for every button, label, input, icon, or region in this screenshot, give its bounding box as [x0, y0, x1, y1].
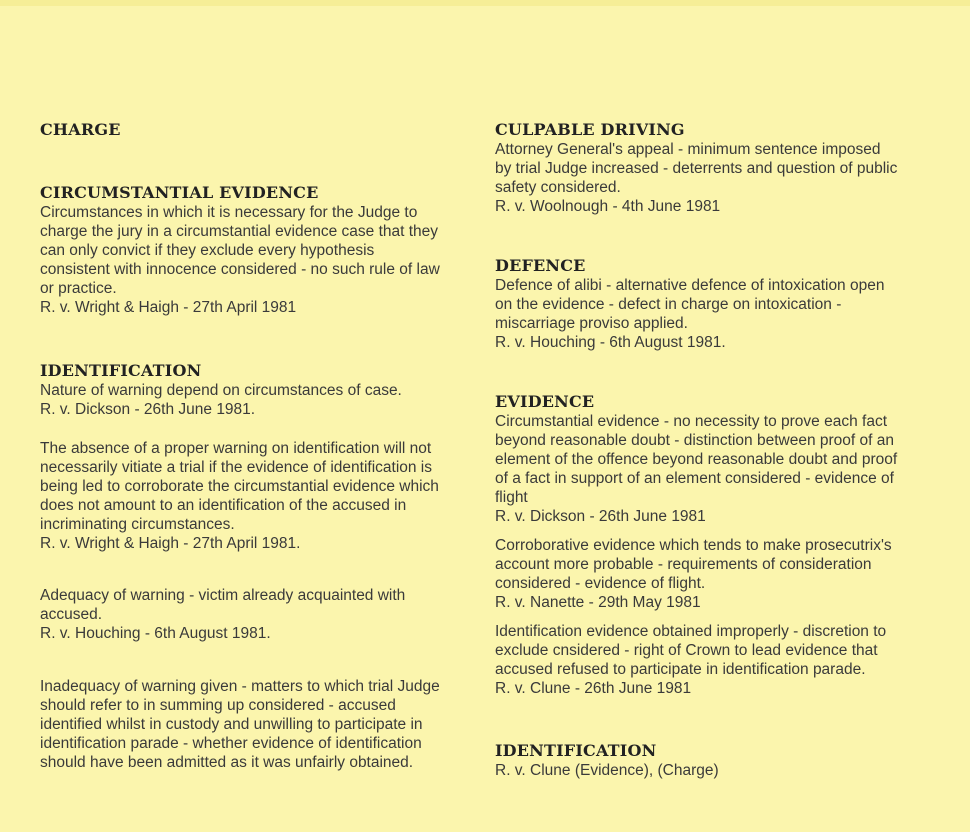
entry [40, 439, 448, 553]
section-defence [495, 256, 900, 352]
entry [40, 381, 448, 419]
section-heading: CIRCUMSTANTIAL EVIDENCE [40, 183, 319, 202]
entry [40, 586, 448, 643]
entry [40, 677, 448, 772]
entry [495, 622, 900, 698]
section-heading: CHARGE [40, 120, 121, 139]
entry-text: Nature of warning depend on circumstances of case. [40, 382, 402, 399]
entry-citation: R. v. Dickson - 26th June 1981. [40, 401, 256, 418]
entry-citation: R. v. Clune - 26th June 1981 [495, 680, 692, 697]
section-heading: IDENTIFICATION [40, 361, 202, 380]
section-culpable-driving [495, 120, 900, 216]
section-heading: IDENTIFICATION [495, 741, 657, 760]
entry-text: Defence of alibi - alternative defence of intoxication open on the evidence - defect in charge on intoxication - miscarriage proviso applied. [495, 277, 885, 332]
entry [495, 536, 900, 612]
section-identification-xref [495, 741, 900, 780]
entry-text: R. v. Clune (Evidence), (Charge) [495, 762, 719, 779]
section-circumstantial-evidence [40, 183, 448, 317]
entry-text: Identification evidence obtained improperly - discretion to exclude cnsidered - right of Crown to lead evidence that accused refused to participate in identification parade. [495, 623, 887, 678]
left-column [40, 120, 448, 772]
right-column [495, 120, 900, 780]
entry-text: Circumstantial evidence - no necessity to prove each fact beyond reasonable doubt - distinction between proof of an element of the offence beyond reasonable doubt and proof of a fact in support of an element considered - evidence of flight [495, 413, 898, 506]
entry-citation: R. v. Nanette - 29th May 1981 [495, 594, 701, 611]
entry-citation: R. v. Wright & Haigh - 27th April 1981 [40, 299, 297, 316]
section-heading: DEFENCE [495, 256, 586, 275]
section-evidence [495, 392, 900, 698]
page-top-band [0, 0, 970, 6]
entry-citation: R. v. Wright & Haigh - 27th April 1981. [40, 535, 301, 552]
entry-text: Circumstances in which it is necessary for the Judge to charge the jury in a circumstantial evidence case that they can only convict if they exclude every hypothesis consistent with innocence considered - no such rule of law or practice. [40, 204, 440, 297]
entry-text: The absence of a proper warning on identification will not necessarily vitiate a trial if the evidence of identification is being led to corroborate the circumstantial evidence which does not amount to an identification of the accused in incriminating circumstances. [40, 440, 439, 533]
section-heading: EVIDENCE [495, 392, 595, 411]
entry [495, 412, 900, 526]
entry-text: Attorney General's appeal - minimum sentence imposed by trial Judge increased - deterrents and question of public safety considered. [495, 141, 898, 196]
entry-citation: R. v. Dickson - 26th June 1981 [495, 508, 706, 525]
entry-text: Adequacy of warning - victim already acquainted with accused. [40, 587, 406, 623]
section-charge [40, 120, 448, 139]
section-heading: CULPABLE DRIVING [495, 120, 685, 139]
entry-text: Corroborative evidence which tends to make prosecutrix's account more probable - requirements of consideration considered - evidence of flight. [495, 537, 892, 592]
section-identification [40, 361, 448, 772]
entry-text: Inadequacy of warning given - matters to which trial Judge should refer to in summing up considered - accused identified whilst in custody and unwilling to participate in identification parade - whether evidence of identification should have been admitted as it was unfairly obtained. [40, 678, 440, 771]
entry-citation: R. v. Houching - 6th August 1981. [495, 334, 726, 351]
entry-citation: R. v. Woolnough - 4th June 1981 [495, 198, 721, 215]
entry-citation: R. v. Houching - 6th August 1981. [40, 625, 271, 642]
